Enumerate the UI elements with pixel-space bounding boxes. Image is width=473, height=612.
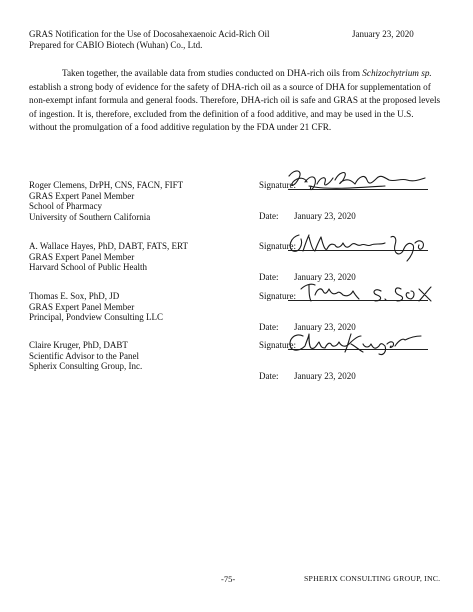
signatory-org: Principal, Pondview Consulting LLC bbox=[29, 312, 163, 323]
signature-label: Signature: bbox=[259, 291, 296, 301]
signatory-block-clemens bbox=[29, 180, 449, 232]
date-label: Date: bbox=[259, 272, 279, 282]
signatory-details bbox=[29, 291, 249, 323]
page-number: -75- bbox=[221, 574, 236, 584]
date-label: Date: bbox=[259, 371, 279, 381]
signature-label: Signature: bbox=[259, 241, 296, 251]
signature-date: January 23, 2020 bbox=[294, 272, 356, 282]
signatory-details bbox=[29, 241, 249, 273]
handwritten-signature bbox=[285, 227, 435, 261]
signature-label: Signature: bbox=[259, 180, 296, 190]
date-label: Date: bbox=[259, 211, 279, 221]
header-title: GRAS Notification for the Use of Docosahexaenoic Acid-Rich Oil bbox=[29, 29, 270, 39]
conclusion-paragraph bbox=[29, 67, 441, 135]
species-name: Schizochytrium sp. bbox=[362, 68, 432, 78]
running-header bbox=[29, 29, 329, 51]
handwritten-signature bbox=[285, 168, 435, 194]
date-label: Date: bbox=[259, 322, 279, 332]
signatory-name: Thomas E. Sox, PhD, JD bbox=[29, 291, 120, 301]
header-date: January 23, 2020 bbox=[352, 29, 414, 39]
signatory-org: University of Southern California bbox=[29, 211, 151, 222]
signatory-details bbox=[29, 340, 249, 372]
signatory-org: Harvard School of Public Health bbox=[29, 262, 147, 273]
signatory-name: A. Wallace Hayes, PhD, DABT, FATS, ERT bbox=[29, 241, 188, 251]
footer-company: SPHERIX CONSULTING GROUP, INC. bbox=[304, 574, 441, 583]
signatory-name: Claire Kruger, PhD, DABT bbox=[29, 340, 128, 350]
signatory-role: GRAS Expert Panel Member bbox=[29, 190, 135, 201]
signatory-block-kruger bbox=[29, 340, 449, 392]
signatory-org: School of Pharmacy bbox=[29, 201, 102, 212]
header-subtitle: Prepared for CABIO Biotech (Wuhan) Co., Ltd. bbox=[29, 40, 203, 50]
signatory-role: GRAS Expert Panel Member bbox=[29, 301, 135, 312]
handwritten-signature bbox=[297, 279, 447, 305]
signature-date: January 23, 2020 bbox=[294, 322, 356, 332]
signature-date: January 23, 2020 bbox=[294, 211, 356, 221]
signatory-name: Roger Clemens, DrPH, CNS, FACN, FIFT bbox=[29, 180, 184, 190]
paragraph-text-end: establish a strong body of evidence for the safety of DHA-rich oil as a source of DHA for supplementation of non-exempt infant formula and general foods. Therefore, DHA-rich oil is safe and GRAS at the proposed levels of ingestion. It is, therefore, excluded from the definition of a food additive, and may be used in the U.S. without the promulgation of a food additive regulation by the FDA under 21 CFR. bbox=[29, 81, 441, 132]
paragraph-text-start: Taken together, the available data from studies conducted on DHA-rich oils from bbox=[62, 68, 363, 78]
signatory-role: Scientific Advisor to the Panel bbox=[29, 350, 139, 361]
signatory-org: Spherix Consulting Group, Inc. bbox=[29, 361, 143, 372]
signature-date: January 23, 2020 bbox=[294, 371, 356, 381]
signatory-details bbox=[29, 180, 249, 222]
handwritten-signature bbox=[285, 330, 435, 356]
signatory-role: GRAS Expert Panel Member bbox=[29, 251, 135, 262]
signature-label: Signature: bbox=[259, 340, 296, 350]
